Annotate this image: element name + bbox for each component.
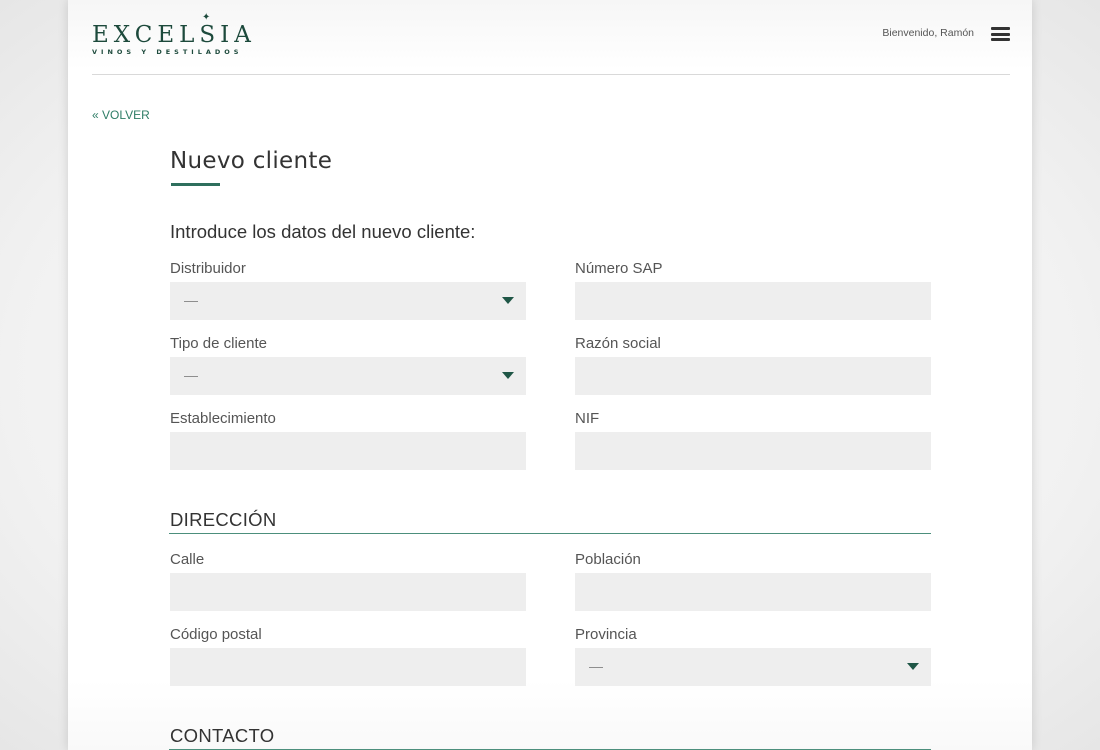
direccion-section-title: DIRECCIÓN — [170, 509, 277, 530]
distribuidor-label: Distribuidor — [170, 260, 246, 277]
codigo-postal-input[interactable] — [170, 648, 526, 686]
establecimiento-input[interactable] — [170, 432, 526, 470]
numero-sap-label: Número SAP — [575, 260, 663, 277]
page-title: Nuevo cliente — [170, 148, 333, 174]
section-divider — [169, 533, 931, 534]
welcome-text: Bienvenido, Ramón — [882, 27, 974, 39]
caret-down-icon — [502, 297, 514, 304]
logo-wordmark: EXCELSIA — [92, 22, 256, 48]
title-underline — [171, 183, 220, 186]
star-icon: ✦ — [202, 12, 211, 23]
tipo-cliente-select[interactable] — [170, 357, 526, 395]
codigo-postal-label: Código postal — [170, 626, 262, 643]
hamburger-menu-icon[interactable] — [991, 27, 1010, 41]
logo[interactable] — [92, 12, 256, 60]
provincia-value: — — [589, 658, 603, 674]
establecimiento-label: Establecimiento — [170, 410, 276, 427]
contacto-section-title: CONTACTO — [170, 725, 275, 746]
logo-tagline: VINOS Y DESTILADOS — [92, 48, 243, 56]
poblacion-label: Población — [575, 551, 641, 568]
caret-down-icon — [907, 663, 919, 670]
tipo-cliente-label: Tipo de cliente — [170, 335, 268, 352]
calle-label: Calle — [170, 551, 205, 568]
calle-input[interactable] — [170, 573, 526, 611]
razon-social-input[interactable] — [575, 357, 931, 395]
main-panel — [68, 0, 1032, 750]
tipo-cliente-value: — — [184, 367, 198, 383]
header — [92, 0, 1010, 75]
caret-down-icon — [502, 372, 514, 379]
nif-label: NIF — [575, 410, 600, 427]
nif-input[interactable] — [575, 432, 931, 470]
provincia-select[interactable] — [575, 648, 931, 686]
back-link[interactable]: « VOLVER — [92, 108, 150, 122]
numero-sap-input[interactable] — [575, 282, 931, 320]
distribuidor-value: — — [184, 292, 198, 308]
razon-social-label: Razón social — [575, 335, 661, 352]
intro-text: Introduce los datos del nuevo cliente: — [170, 221, 476, 242]
provincia-label: Provincia — [575, 626, 637, 643]
distribuidor-select[interactable] — [170, 282, 526, 320]
poblacion-input[interactable] — [575, 573, 931, 611]
